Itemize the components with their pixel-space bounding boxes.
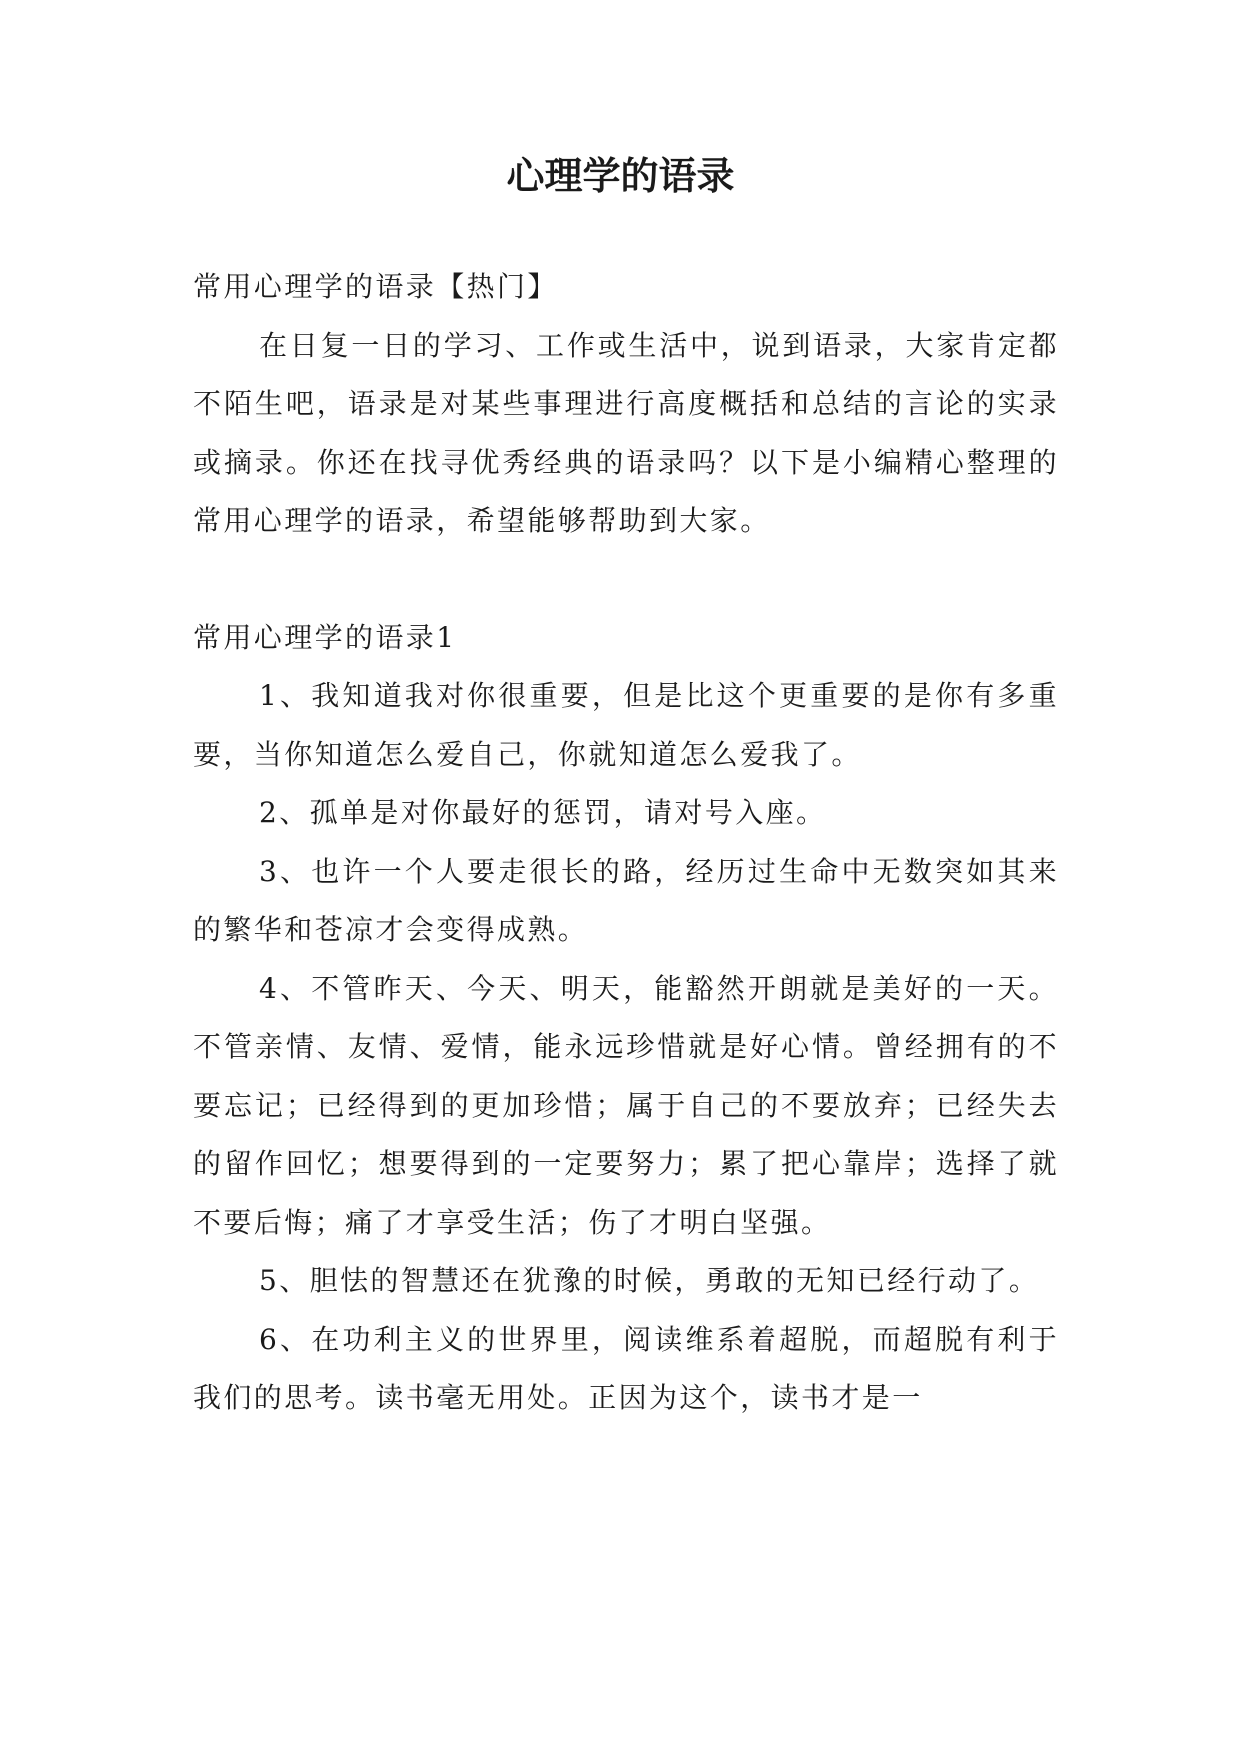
section-heading: 常用心理学的语录1 [193, 620, 457, 654]
quote-item: 5、胆怯的智慧还在犹豫的时候，勇敢的无知已经行动了。 [259, 1264, 1040, 1297]
quote-item: 2、孤单是对你最好的惩罚，请对号入座。 [259, 796, 827, 829]
quote-item: 6、在功利主义的世界里，阅读维系着超脱，而超脱有利于我们的思考。读书毫无用处。正因为这个，读书才是一 [193, 1322, 1059, 1414]
quote-item: 3、也许一个人要走很长的路，经历过生命中无数突如其来的繁华和苍凉才会变得成熟。 [193, 854, 1059, 946]
document-body [193, 258, 1059, 1428]
page-title: 心理学的语录 [506, 154, 735, 198]
quote-item: 1、我知道我对你很重要，但是比这个更重要的是你有多重要，当你知道怎么爱自己，你就知道怎么爱我了。 [193, 679, 1059, 771]
intro-paragraph: 在日复一日的学习、工作或生活中，说到语录，大家肯定都不陌生吧，语录是对某些事理进行高度概括和总结的言论的实录或摘录。你还在找寻优秀经典的语录吗？以下是小编精心整理的常用心理学的语录，希望能够帮助到大家。 [193, 328, 1059, 537]
quote-item: 4、不管昨天、今天、明天，能豁然开朗就是美好的一天。不管亲情、友情、爱情，能永远珍惜就是好心情。曾经拥有的不要忘记；已经得到的更加珍惜；属于自己的不要放弃；已经失去的留作回忆；想要得到的一定要努力；累了把心靠岸；选择了就不要后悔；痛了才享受生活；伤了才明白坚强。 [193, 971, 1059, 1239]
intro-heading: 常用心理学的语录【热门】 [193, 270, 558, 303]
